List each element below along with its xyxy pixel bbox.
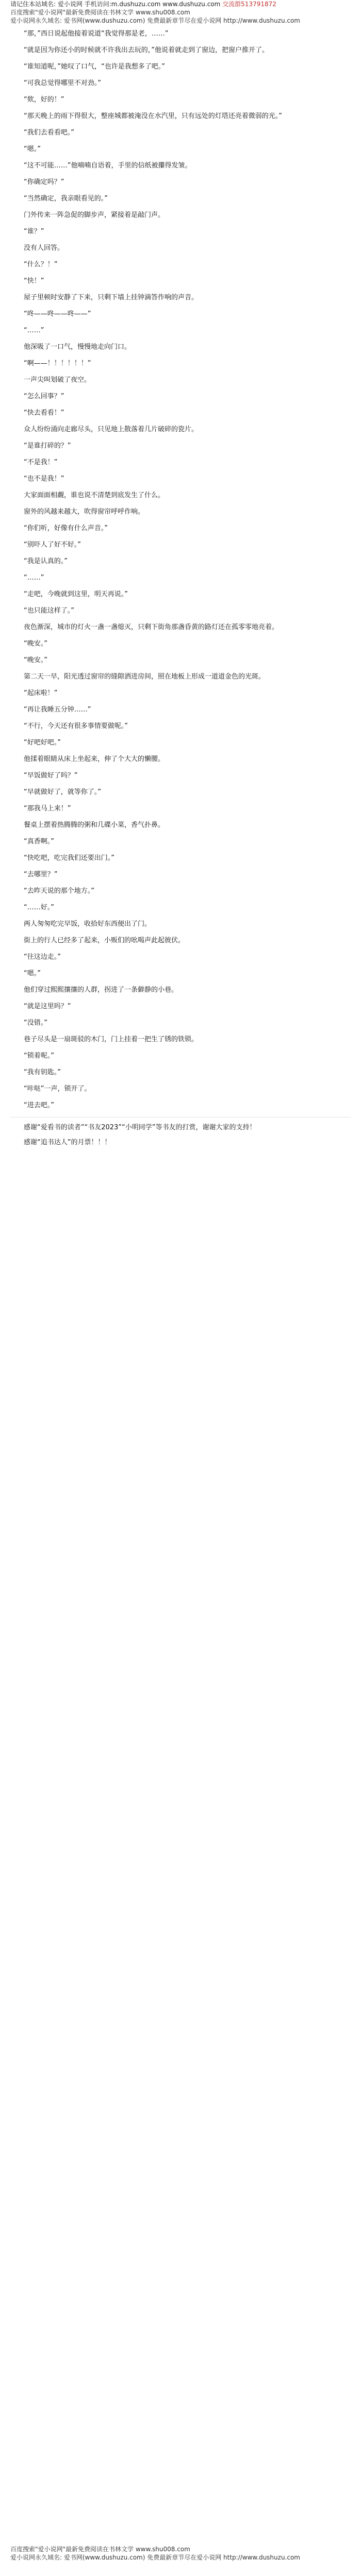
story-paragraph: 门外传来一阵急促的脚步声，紧接着是敲门声。 [24, 211, 165, 219]
thanks-line-2: 感谢“追书达人”的月票！！！ [24, 1139, 111, 1146]
story-paragraph: “就是因为你还小的时候就不许我出去玩的，”他说着就走到了窗边，把窗户推开了。 [24, 46, 269, 54]
story-paragraph: 第二天一早，阳光透过窗帘的缝隙洒进房间，照在地板上形成一道道金色的光斑。 [24, 673, 266, 681]
header-home-link[interactable]: www.dushuzu.com [162, 1, 221, 8]
story-paragraph: “我有钥匙。” [24, 1069, 61, 1076]
site-header [10, 0, 351, 8]
story-paragraph: 窗外的风越来越大，吹得窗帘呼呼作响。 [24, 508, 145, 516]
story-paragraph: “谁？” [24, 228, 44, 235]
story-paragraph: “……好。” [24, 904, 54, 911]
story-paragraph: “那我马上来！” [24, 805, 71, 812]
story-paragraph: “去昨天说的那个地方。” [24, 887, 94, 895]
story-paragraph: “那，”西日说起他接着说道“我觉得那是老，……” [24, 30, 169, 38]
story-paragraph: “嗯。” [24, 145, 41, 153]
bottom-ad-line-2[interactable]: 爱小说网永久域名: 爱书网(www.dushuzu.com) 免费最新章节尽在爱小说网 http://www.dushuzu.com [10, 2554, 300, 2561]
story-paragraph: “你们听，好像有什么声音。” [24, 524, 108, 532]
story-paragraph: “早饭做好了吗？” [24, 772, 78, 779]
story-paragraph: 餐桌上摆着热腾腾的粥和几碟小菜，香气扑鼻。 [24, 821, 165, 829]
header-label: 请记住本站域名: [10, 1, 56, 8]
story-paragraph: “我是认真的。” [24, 557, 68, 565]
header-qq-group: 交流群513791872 [222, 1, 276, 8]
story-paragraph: “晚安。” [24, 656, 47, 664]
story-paragraph: “早就做好了，就等你了。” [24, 788, 101, 796]
thanks-line-1: 感谢“爱看书的读者”“书友2023”“小明同学”等书友的打赏，谢谢大家的支持！ [24, 1124, 256, 1131]
story-paragraph: “好吧好吧。” [24, 739, 61, 747]
story-paragraph: “没错。” [24, 1019, 47, 1027]
story-paragraph: “欸，好的！” [24, 96, 64, 104]
story-paragraph: “谁知道呢，”她叹了口气，“也许是我想多了吧。” [24, 63, 165, 71]
story-paragraph: “快吃吧，吃完我们还要出门。” [24, 854, 114, 862]
story-paragraph: “你确定吗？” [24, 178, 64, 186]
story-paragraph: “也不是我！” [24, 475, 64, 483]
story-paragraph: “不行，今天还有很多事情要做呢。” [24, 722, 128, 730]
header-mobile-link[interactable]: 手机访问:m.dushuzu.com [84, 1, 161, 8]
story-paragraph: “快去看看！” [24, 409, 64, 417]
story-paragraph: “什么？！” [24, 261, 58, 268]
story-paragraph: “是谁打碎的？” [24, 442, 71, 450]
story-paragraph: 两人匆匆吃完早饭，收拾好东西便出了门。 [24, 920, 152, 928]
story-paragraph: 屋子里顿时安静了下来，只剩下墙上挂钟滴答作响的声音。 [24, 294, 199, 301]
story-paragraph: “当然确定，我亲眼看见的。” [24, 195, 108, 202]
story-paragraph: 众人纷纷涌向走廊尽头，只见地上散落着几片破碎的瓷片。 [24, 426, 199, 433]
story-paragraph: “走吧，今晚就到这里，明天再说。” [24, 590, 128, 598]
story-paragraph: 一声尖叫划破了夜空。 [24, 376, 91, 384]
story-paragraph: “进去吧。” [24, 1101, 54, 1109]
story-paragraph: “就是这里吗？” [24, 1003, 71, 1010]
story-paragraph: “去哪里？” [24, 871, 58, 878]
chapter-content [10, 29, 351, 1110]
top-ad-line-1[interactable]: 百度搜索"爱小说网"最新免费阅读在书林文学 www.shu008.com [10, 9, 190, 16]
story-paragraph: “可我总觉得哪里不对劲。” [24, 79, 101, 87]
story-paragraph: “嗯。” [24, 970, 41, 977]
story-paragraph: “别吓人了好不好。” [24, 541, 81, 549]
story-paragraph: 夜色渐深，城市的灯火一盏一盏熄灭，只剩下街角那盏昏黄的路灯还在孤零零地亮着。 [24, 623, 279, 631]
bottom-ad [10, 2545, 351, 2562]
story-paragraph: 街上的行人已经多了起来，小贩们的吆喝声此起彼伏。 [24, 937, 185, 944]
story-paragraph: “咚——咚——咚——” [24, 310, 91, 318]
top-ad-line-2[interactable]: 爱小说网永久域名: 爱书网(www.dushuzu.com) 免费最新章节尽在爱小说网 http://www.dushuzu.com [10, 17, 300, 24]
story-paragraph: “……” [24, 574, 44, 582]
story-paragraph: 他深吸了一口气，慢慢地走向门口。 [24, 343, 132, 351]
story-paragraph: “那天晚上的雨下得很大，整座城都被淹没在水汽里，只有远处的灯塔还亮着微弱的光。” [24, 112, 282, 120]
story-paragraph: “也只能这样了。” [24, 607, 74, 615]
header-site-link[interactable]: 爱小说网 [57, 1, 83, 8]
bottom-ad-line-1[interactable]: 百度搜索"爱小说网"最新免费阅读在书林文学 www.shu008.com [10, 2546, 190, 2553]
story-paragraph: “啊——！！！！！！” [24, 360, 91, 367]
story-paragraph: “锁着呢。” [24, 1052, 54, 1060]
story-paragraph: 他揉着眼睛从床上坐起来，伸了个大大的懒腰。 [24, 755, 165, 763]
story-paragraph: “快！” [24, 277, 44, 285]
story-paragraph: 他们穿过熙熙攘攘的人群，拐进了一条僻静的小巷。 [24, 986, 178, 994]
story-paragraph: 大家面面相觑，谁也说不清楚到底发生了什么。 [24, 492, 165, 499]
story-paragraph: “晚安。” [24, 640, 47, 648]
story-paragraph: “往这边走。” [24, 953, 61, 961]
story-paragraph: “我们去看看吧。” [24, 129, 74, 137]
story-paragraph: “不是我！” [24, 459, 58, 466]
story-paragraph: “怎么回事？” [24, 393, 64, 400]
story-paragraph: “真香啊。” [24, 838, 54, 845]
story-paragraph: 巷子尽头是一扇斑驳的木门，门上挂着一把生了锈的铁锁。 [24, 1036, 199, 1043]
story-paragraph: “起床啦！” [24, 689, 58, 697]
story-paragraph: “再让我睡五分钟……” [24, 706, 91, 714]
story-paragraph: “……” [24, 327, 44, 334]
story-paragraph: “这不可能……”他喃喃自语着，手里的信纸被攥得发皱。 [24, 162, 192, 170]
thanks-section [10, 1123, 351, 1147]
story-paragraph: “咔哒”一声，锁开了。 [24, 1085, 91, 1093]
story-paragraph: 没有人回答。 [24, 244, 64, 252]
